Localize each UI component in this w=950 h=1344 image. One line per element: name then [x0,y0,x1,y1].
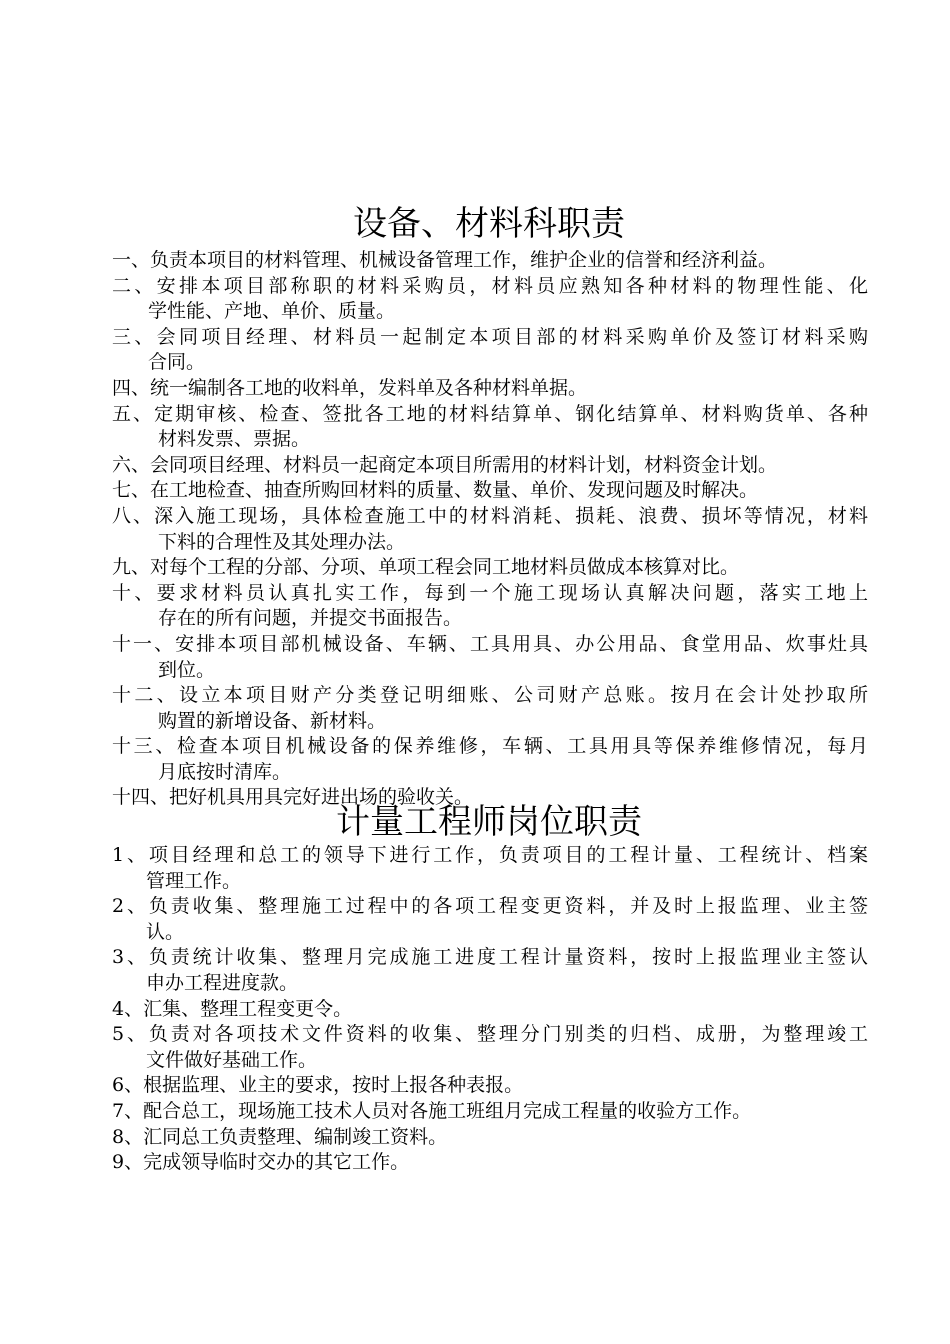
duty-item-text: 十四、把好机具用具完好进出场的验收关。 [112,786,474,809]
duty-item-continuation: 材料发票、票据。 [158,428,311,451]
duty-item-text: 四、统一编制各工地的收料单，发料单及各种材料单据。 [112,376,588,399]
duty-item-continuation: 管理工作。 [146,869,242,892]
duty-item-text: 5、负责对各项技术文件资料的收集、整理分门别类的归档、成册，为整理竣工 [112,1023,868,1046]
duty-item-text: 二、安排本项目部称职的材料采购员，材料员应熟知各种材料的物理性能、化 [112,274,868,297]
duty-item [112,734,868,785]
duty-item [112,1150,868,1176]
duty-item-text: 十一、安排本项目部机械设备、车辆、工具用具、办公用品、食堂用品、炊事灶具 [112,632,868,655]
duty-item-continuation: 下料的合理性及其处理办法。 [158,530,406,553]
duty-item-continuation: 到位。 [158,658,216,681]
duty-item-text: 9、完成领导临时交办的其它工作。 [112,1151,410,1174]
duty-item-text: 五、定期审核、检查、签批各工地的材料结算单、钢化结算单、材料购货单、各种 [112,402,868,425]
duty-item [112,478,868,504]
duty-item [112,632,868,683]
duty-item-continuation: 购置的新增设备、新材料。 [158,709,387,732]
duty-item [112,1022,868,1073]
duty-item [112,504,868,555]
duty-item [112,1125,868,1151]
duty-item [112,402,868,453]
duty-list-equipment-materials [112,248,868,811]
duty-item [112,894,868,945]
duty-item [112,248,868,274]
duty-item-text: 2、负责收集、整理施工过程中的各项工程变更资料，并及时上报监理、业主签 [112,895,868,918]
duty-item-text: 7、配合总工，现场施工技术人员对各施工班组月完成工程量的收验方工作。 [112,1099,752,1122]
duty-item-continuation: 合同。 [148,351,206,374]
duty-item-continuation: 月底按时清库。 [158,760,292,783]
duty-item-text: 九、对每个工程的分部、分项、单项工程会同工地材料员做成本核算对比。 [112,556,740,579]
duty-item-text: 八、深入施工现场，具体检查施工中的材料消耗、损耗、浪费、损坏等情况，材料 [112,504,868,527]
duty-item-text: 8、汇同总工负责整理、编制竣工资料。 [112,1125,448,1148]
duty-item-text: 3、负责统计收集、整理月完成施工进度工程计量资料，按时上报监理业主签认 [112,946,868,969]
duty-item-text: 三、会同项目经理、材料员一起制定本项目部的材料采购单价及签订材料采购 [112,325,868,348]
duty-item [112,274,868,325]
duty-item [112,997,868,1023]
duty-item-continuation: 申办工程进度款。 [146,971,299,994]
duty-item [112,945,868,996]
duty-item-text: 十、要求材料员认真扎实工作，每到一个施工现场认真解决问题，落实工地上 [112,581,868,604]
duty-item-text: 六、会同项目经理、材料员一起商定本项目所需用的材料计划，材料资金计划。 [112,453,778,476]
duty-item-text: 七、在工地检查、抽查所购回材料的质量、数量、单价、发现问题及时解决。 [112,479,759,502]
duty-item-continuation: 认。 [146,920,185,943]
duty-item-continuation: 存在的所有问题，并提交书面报告。 [158,607,463,630]
duty-item-continuation: 学性能、产地、单价、质量。 [148,300,396,323]
duty-list-metering-engineer [112,843,868,1176]
duty-item [112,581,868,632]
duty-item [112,843,868,894]
section-title-equipment-materials: 设备、材料科职责 [353,204,625,244]
duty-item-continuation: 文件做好基础工作。 [146,1048,318,1071]
duty-item-text: 4、汇集、整理工程变更令。 [112,997,353,1020]
duty-item [112,1073,868,1099]
duty-item-text: 6、根据监理、业主的要求，按时上报各种表报。 [112,1074,524,1097]
duty-item [112,325,868,376]
duty-item [112,683,868,734]
duty-item [112,453,868,479]
duty-item-text: 十二、设立本项目财产分类登记明细账、公司财产总账。按月在会计处抄取所 [112,684,868,707]
duty-item [112,1099,868,1125]
duty-item-text: 十三、检查本项目机械设备的保养维修，车辆、工具用具等保养维修情况，每月 [112,735,868,758]
section-title-metering-engineer: 计量工程师岗位职责 [336,802,642,842]
duty-item-text: 1、项目经理和总工的领导下进行工作，负责项目的工程计量、工程统计、档案 [112,844,868,866]
duty-item-text: 一、负责本项目的材料管理、机械设备管理工作，维护企业的信誉和经济利益。 [112,249,778,271]
duty-item [112,376,868,402]
duty-item [112,555,868,581]
